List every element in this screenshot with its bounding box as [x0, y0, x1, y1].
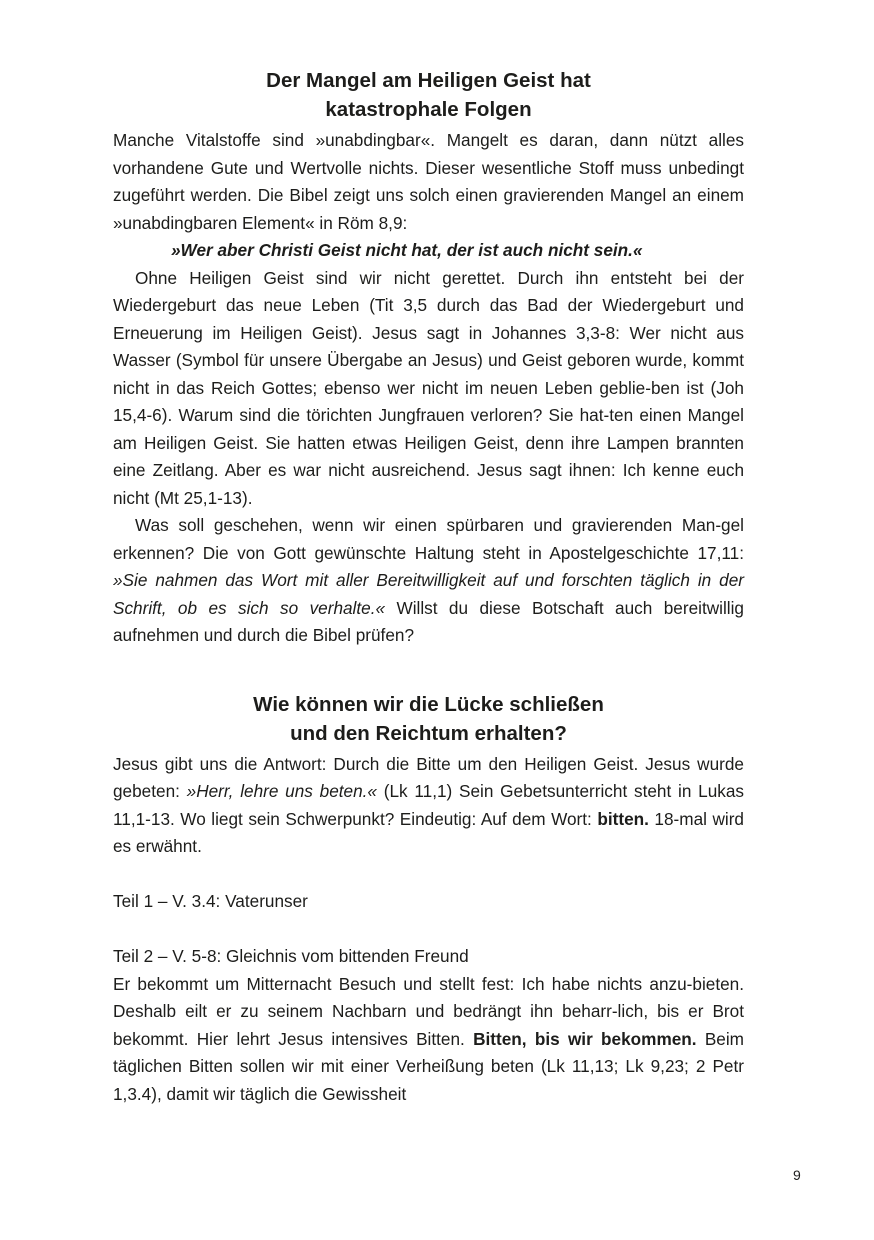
paragraph-4-bold: bitten.	[597, 808, 649, 829]
section-heading-2	[113, 690, 744, 748]
paragraph-5	[113, 971, 744, 1109]
page-body	[113, 66, 744, 1108]
paragraph-3-quote: »Sie nahmen das Wort mit aller Bereitwilligkeit auf und forschten täglich in der Schrift, ob es sich so verhalte.«	[113, 570, 744, 618]
spacer	[113, 916, 744, 944]
paragraph-4-quote: »Herr, lehre uns beten.«	[186, 781, 377, 801]
paragraph-2: Ohne Heiligen Geist sind wir nicht gerettet. Durch ihn entsteht bei der Wiedergeburt das neue Leben (Tit 3,5 durch das Bad der Wiedergeburt und Erneuerung im Heiligen Geist). Jesus sagt in Johannes 3,3-8: Wer nicht aus Wasser (Symbol für unsere Übergabe an Jesus) und Geist geboren wurde, kommt nicht in das Reich Gottes; ebenso wer nicht im neuen Leben geblie-ben ist (Joh 15,4-6). Warum sind die törichten Jungfrauen verloren? Sie hat-ten einen Mangel am Heiligen Geist. Sie hatten etwas Heiligen Geist, denn ihre Lampen brannten eine Zeitlang. Aber es war nicht ausreichend. Jesus sagt ihnen: Ich kenne euch nicht (Mt 25,1-13).	[113, 267, 744, 508]
heading-1-line-1: Der Mangel am Heiligen Geist hat	[266, 69, 591, 92]
paragraph-3-text-1: Was soll geschehen, wenn wir einen spürbaren und gravierenden Man-gel erkennen? Die von Gott gewünschte Haltung steht in Apostelgeschichte 17,11:	[113, 515, 744, 563]
paragraph-3-text-2: Willst du diese Botschaft auch bereitwillig aufnehmen und durch die Bibel prüfen?	[113, 597, 744, 645]
bible-quote-rom: »Wer aber Christi Geist nicht hat, der ist auch nicht sein.«	[171, 240, 643, 260]
spacer	[113, 861, 744, 889]
section-heading-1	[113, 66, 744, 124]
paragraph-5-text-1: Er bekommt um Mitternacht Besuch und stellt fest: Ich habe nichts anzu-bieten. Deshalb eilt er zu seinem Nachbarn und bedrängt ihn beharr-lich, bis er Brot bekommt. Hier lehrt Jesus intensives Bitten.	[113, 973, 744, 1049]
paragraph-4-text-3: 18-mal wird es erwähnt.	[113, 808, 744, 856]
heading-2-line-1: Wie können wir die Lücke schließen	[253, 692, 604, 716]
paragraph-4	[113, 751, 744, 861]
paragraph-3	[113, 512, 744, 650]
teil-1-label: Teil 1 – V. 3.4: Vaterunser	[113, 891, 308, 911]
teil-2-label: Teil 2 – V. 5-8: Gleichnis vom bittenden Freund	[113, 946, 469, 966]
paragraph-1: Manche Vitalstoffe sind »unabdingbar«. Mangelt es daran, dann nützt alles vorhandene Gute und Wertvolle nichts. Dieser wesentliche Stoff muss unbedingt zugeführt werden. Die Bibel zeigt uns solch einen gravierenden Mangel an einem »unabdingbaren Element« in Röm 8,9:	[113, 130, 744, 233]
heading-2-line-2: und den Reichtum erhalten?	[290, 721, 567, 745]
paragraph-5-bold: Bitten, bis wir bekommen.	[473, 1028, 697, 1049]
page-number: 9	[793, 1167, 801, 1183]
heading-1-line-2: katastrophale Folgen	[325, 98, 532, 121]
paragraph-5-text-2: Beim täglichen Bitten sollen wir mit einer Verheißung beten (Lk 11,13; Lk 9,23; 2 Petr 1,3.4), damit wir täglich die Gewissheit	[113, 1028, 744, 1104]
paragraph-4-text-2: (Lk 11,1) Sein Gebetsunterricht steht in Lukas 11,1-13. Wo liegt sein Schwerpunkt? Eindeutig: Auf dem Wort:	[113, 781, 744, 829]
paragraph-4-text-1: Jesus gibt uns die Antwort: Durch die Bitte um den Heiligen Geist. Jesus wurde gebeten:	[113, 753, 744, 801]
